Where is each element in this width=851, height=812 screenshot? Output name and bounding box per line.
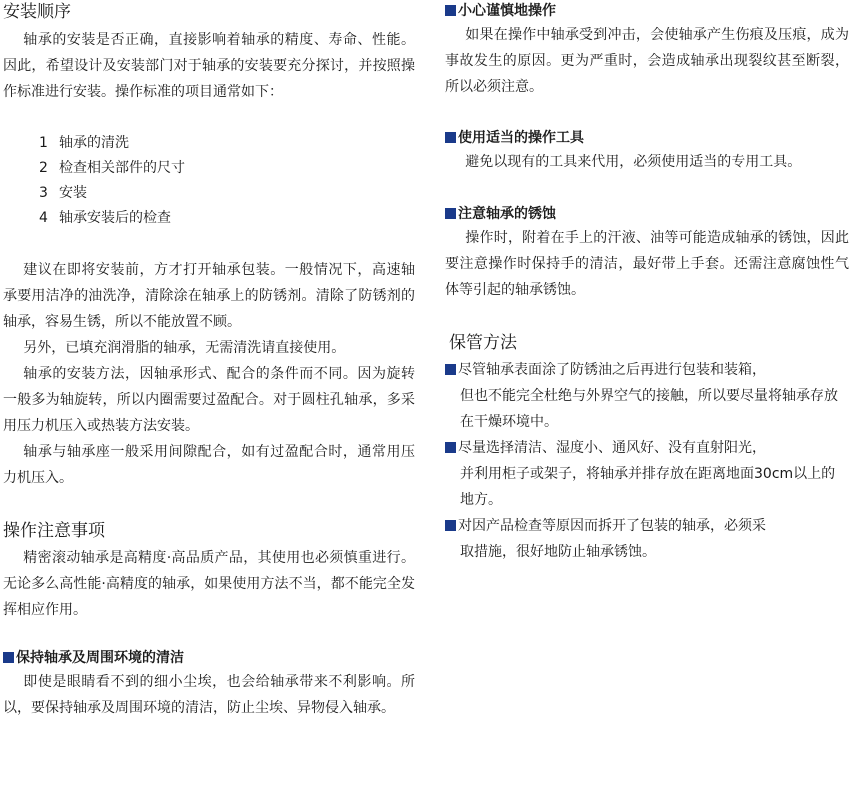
install-title: 安装顺序 bbox=[3, 2, 71, 22]
operation-title: 操作注意事项 bbox=[3, 521, 105, 541]
left-column bbox=[3, 0, 415, 721]
storage-bullet-2: 尽量选择清洁、湿度小、通风好、没有直射阳光， 并利用柜子或架子，将轴承并排存放在距离地面30cm以上的地方。 bbox=[445, 435, 849, 513]
right-column bbox=[445, 0, 849, 565]
list-item: 2 检查相关部件的尺寸 bbox=[39, 160, 185, 176]
list-item: 3 安装 bbox=[39, 185, 87, 201]
square-bullet-icon bbox=[445, 132, 456, 143]
square-bullet-icon bbox=[445, 364, 456, 375]
install-intro: 轴承的安装是否正确，直接影响着轴承的精度、寿命、性能。因此，希望设计及安装部门对于轴承的安装要充分探讨，并按照操作标准进行安装。操作标准的项目通常如下： bbox=[3, 32, 415, 100]
operation-intro: 精密滚动轴承是高精度·高品质产品，其使用也必须慎重进行。无论多么高性能·高精度的轴承，如果使用方法不当，都不能完全发挥相应作用。 bbox=[3, 550, 415, 618]
square-bullet-icon bbox=[445, 520, 456, 531]
square-bullet-icon bbox=[445, 208, 456, 219]
storage-title: 保管方法 bbox=[449, 333, 517, 353]
careful-heading: 小心谨慎地操作 bbox=[445, 0, 849, 22]
square-bullet-icon bbox=[3, 652, 14, 663]
list-item: 4 轴承安装后的检查 bbox=[39, 210, 171, 226]
rust-text: 操作时，附着在手上的汗液、油等可能造成轴承的锈蚀，因此要注意操作时保持手的清洁，最好带上手套。还需注意腐蚀性气体等引起的轴承锈蚀。 bbox=[445, 230, 849, 298]
clean-heading: 保持轴承及周围环境的清洁 bbox=[3, 647, 415, 669]
square-bullet-icon bbox=[445, 5, 456, 16]
install-steps-list bbox=[3, 131, 415, 231]
storage-bullet-3: 对因产品检查等原因而拆开了包装的轴承，必须采 取措施，很好地防止轴承锈蚀。 bbox=[445, 513, 849, 565]
storage-bullet-1: 尽管轴承表面涂了防锈油之后再进行包装和装箱， 但也不能完全杜绝与外界空气的接触，所以要尽量将轴承存放在干燥环境中。 bbox=[445, 357, 849, 435]
tools-text: 避免以现有的工具来代用，必须使用适当的专用工具。 bbox=[465, 154, 802, 170]
careful-text: 如果在操作中轴承受到冲击，会使轴承产生伤痕及压痕，成为事故发生的原因。更为严重时，会造成轴承出现裂纹甚至断裂，所以必须注意。 bbox=[445, 27, 849, 95]
install-para2: 另外，已填充润滑脂的轴承，无需清洗请直接使用。 bbox=[23, 340, 346, 356]
tools-heading: 使用适当的操作工具 bbox=[445, 127, 849, 149]
rust-heading: 注意轴承的锈蚀 bbox=[445, 203, 849, 225]
list-item: 1 轴承的清洗 bbox=[39, 135, 129, 151]
square-bullet-icon bbox=[445, 442, 456, 453]
install-para4: 轴承与轴承座一般采用间隙配合，如有过盈配合时，通常用压力机压入。 bbox=[3, 444, 415, 486]
clean-text: 即使是眼睛看不到的细小尘埃，也会给轴承带来不利影响。所以，要保持轴承及周围环境的清洁，防止尘埃、异物侵入轴承。 bbox=[3, 674, 415, 716]
install-para1: 建议在即将安装前，方才打开轴承包装。一般情况下，高速轴承要用洁净的油洗净，清除涂在轴承上的防锈剂。清除了防锈剂的轴承，容易生锈，所以不能放置不顾。 bbox=[3, 262, 415, 330]
install-para3: 轴承的安装方法，因轴承形式、配合的条件而不同。因为旋转一般多为轴旋转，所以内圈需要过盈配合。对于圆柱孔轴承，多采用压力机压入或热装方法安装。 bbox=[3, 366, 415, 434]
